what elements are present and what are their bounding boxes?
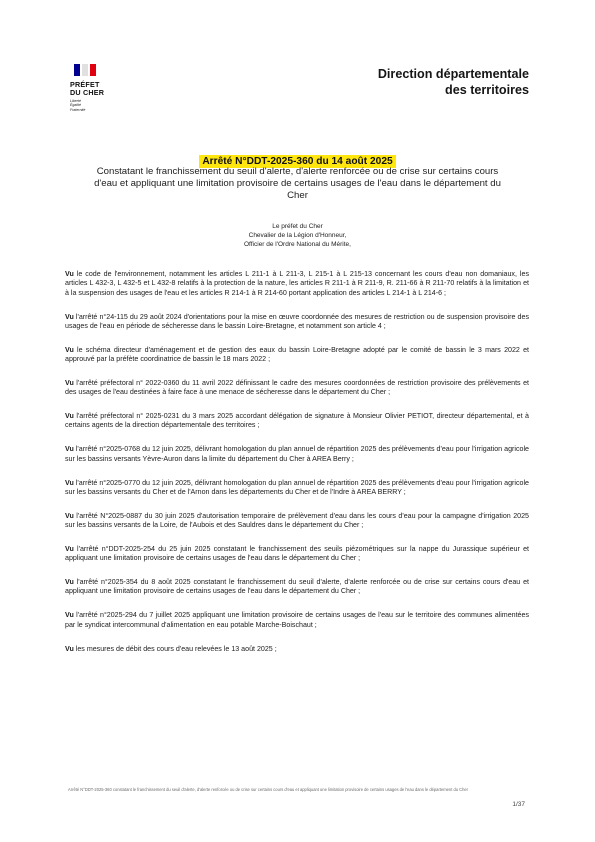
vu-keyword: Vu <box>65 312 74 321</box>
logo-line-prefet: PRÉFET <box>70 80 100 89</box>
vu-paragraph <box>65 313 529 331</box>
vu-keyword: Vu <box>65 412 74 421</box>
vu-keyword: Vu <box>65 578 74 587</box>
vu-keyword: Vu <box>65 644 74 653</box>
marianne-flag-icon <box>74 62 130 76</box>
vu-list <box>65 263 529 669</box>
vu-paragraph <box>65 645 529 654</box>
vu-text: l'arrêté n°2025-0770 du 12 juin 2025, délivrant homologation du plan annuel de répartition 2025 des prélèvements d'eau pour l'irrigation agricole sur les bassins versants du Cher et de l'Arnon dans les départements du Cher et de l'Indre à AREA BERRY ; <box>65 478 529 496</box>
direction-line-1: Direction départementale <box>377 67 529 81</box>
vu-keyword: Vu <box>65 378 74 387</box>
decree-title-text: Arrêté N°DDT-2025-360 du 14 août 2025 <box>199 155 395 168</box>
vu-paragraph <box>65 270 529 298</box>
prefet-block <box>150 222 445 249</box>
direction-line-2: des territoires <box>445 83 529 97</box>
vu-keyword: Vu <box>65 345 74 354</box>
vu-text: l'arrêté préfectoral n° 2022-0360 du 11 avril 2022 définissant le cadre des mesures coordonnées de restriction provisoire des prélèvements et des usages de l'eau destinées à faire face à une menace de sécheresse dans le département du Cher ; <box>65 378 529 397</box>
vu-keyword: Vu <box>65 611 74 620</box>
republic-motto: Liberté Égalité Fraternité <box>70 99 86 112</box>
vu-text: l'arrêté préfectoral n° 2025-0231 du 3 mars 2025 accordant délégation de signature à Monsieur Olivier PETIOT, directeur départemental, et à certains agents de la direction départementale des territoires ; <box>65 412 529 430</box>
page-footer: Arrêté N°DDT-2025-360 constatant le franchissement du seuil d'alerte, d'alerte renforcée ou de crise sur certains cours d'eau et appliquant une limitation provisoire de certains usages de l'eau dans le département du Cher <box>68 787 469 792</box>
page-number: 1/37 <box>512 801 525 808</box>
vu-text: le schéma directeur d'aménagement et de gestion des eaux du bassin Loire-Bretagne adopté par le comité de bassin le 3 mars 2022 et approuvé par la préfète coordinatrice de bassin le 18 mars 2022 ; <box>65 345 529 363</box>
vu-text: les mesures de débit des cours d'eau relevées le 13 août 2025 ; <box>73 644 277 653</box>
vu-paragraph <box>65 445 529 463</box>
prefecture-logo <box>70 62 130 112</box>
vu-keyword: Vu <box>65 270 74 279</box>
prefet-line: Le préfet du Cher <box>272 223 323 230</box>
vu-text: l'arrêté n°2025-354 du 8 août 2025 constatant le franchissement du seuil d'alerte, d'alerte renforcée ou de crise sur certains cours d'eau et appliquant une limitation provisoire de certains usages de l'eau dans le département du Cher ; <box>65 578 529 596</box>
vu-paragraph <box>65 346 529 364</box>
direction-heading <box>378 66 529 98</box>
vu-paragraph <box>65 412 529 430</box>
vu-paragraph <box>65 479 529 497</box>
vu-keyword: Vu <box>65 478 74 487</box>
vu-paragraph <box>65 578 529 596</box>
vu-keyword: Vu <box>65 544 74 553</box>
vu-text: l'arrêté n°24-115 du 29 août 2024 d'orientations pour la mise en œuvre coordonnée des mesures de restriction ou de suspension provisoire des usages de l'eau en période de sécheresse dans le bassin Loire-Bretagne, et notamment son article 4 ; <box>65 312 529 330</box>
prefet-line: Officier de l'Ordre National du Mérite, <box>244 241 351 248</box>
decree-subtitle: Constatant le franchissement du seuil d'alerte, d'alerte renforcée ou de crise sur certains cours d'eau et appliquant une limitation provisoire de certains usages de l'eau dans le département du Cher <box>94 166 501 201</box>
vu-text: le code de l'environnement, notamment les articles L 211-1 à L 211-3, L 215-1 à L 215-13 concernant les cours d'eau non domaniaux, les articles L 432-3, L 432-5 et L 432-8 relatifs à la protection de la nature, les articles R 211-1 à R 211-9, R. 211-66 à R 211-70 relatifs à la limitation et à la suspension des usages de l'eau et les articles R 214-1 à R 214-60 portant application des articles L 214-1 à L 214-6 ; <box>65 270 529 297</box>
prefet-line: Chevalier de la Légion d'Honneur, <box>248 232 347 239</box>
vu-keyword: Vu <box>65 445 74 454</box>
vu-paragraph <box>65 379 529 397</box>
vu-paragraph <box>65 611 529 629</box>
vu-text: l'arrêté n°2025-294 du 7 juillet 2025 appliquant une limitation provisoire de certains usages de l'eau sur le territoire des communes alimentées par le syndicat intercommunal d'alimentation en eau potable Marche-Boischaut ; <box>65 611 529 629</box>
logo-line-cher: DU CHER <box>70 88 105 97</box>
vu-keyword: Vu <box>65 511 74 520</box>
vu-text: l'arrêté N°2025-0887 du 30 juin 2025 d'autorisation temporaire de prélèvement d'eau dans les cours d'eau pour la campagne d'irrigation 2025 sur les bassins versants de la Loire, de l'Aubois et des Sauldres dans le département du Cher ; <box>65 511 529 529</box>
vu-text: l'arrêté n°2025-0768 du 12 juin 2025, délivrant homologation du plan annuel de répartition 2025 des prélèvements d'eau pour l'irrigation agricole sur les bassins versants Yèvre-Auron dans la limite du département du Cher à AREA Berry ; <box>65 445 529 463</box>
vu-paragraph <box>65 512 529 530</box>
vu-paragraph <box>65 545 529 563</box>
vu-text: l'arrêté n°DDT-2025-254 du 25 juin 2025 constatant le franchissement des seuils piézométriques sur la nappe du Jurassique supérieur et appliquant une limitation provisoire de certains usages de l'eau dans le département du Cher ; <box>65 544 529 563</box>
